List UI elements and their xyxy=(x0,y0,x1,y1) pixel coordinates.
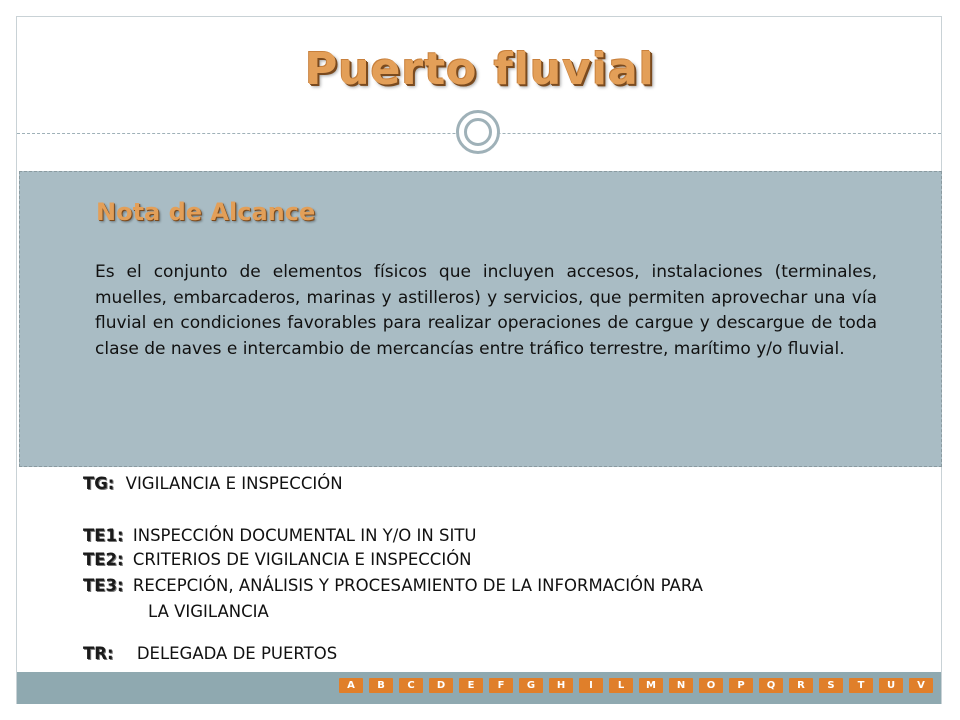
circle-ornament-icon xyxy=(456,110,500,154)
term-te3-value: RECEPCIÓN, ANÁLISIS Y PROCESAMIENTO DE LA INFORMACIÓN PARA xyxy=(132,576,703,595)
alpha-link-e[interactable]: E xyxy=(459,678,483,693)
alpha-link-f[interactable]: F xyxy=(489,678,513,693)
slide-title: Puerto fluvial xyxy=(305,44,655,95)
alphabet-nav xyxy=(339,678,933,693)
term-tg-label: TG: xyxy=(83,474,115,493)
alpha-link-i[interactable]: I xyxy=(579,678,603,693)
alpha-link-o[interactable]: O xyxy=(699,678,723,693)
alpha-link-b[interactable]: B xyxy=(369,678,393,693)
term-tg xyxy=(83,474,343,493)
term-te3 xyxy=(83,576,703,595)
alpha-link-r[interactable]: R xyxy=(789,678,813,693)
term-te1-value: INSPECCIÓN DOCUMENTAL IN Y/O IN SITU xyxy=(132,526,477,545)
alpha-link-t[interactable]: T xyxy=(849,678,873,693)
term-tg-value: VIGILANCIA E INSPECCIÓN xyxy=(125,474,343,493)
alpha-link-c[interactable]: C xyxy=(399,678,423,693)
alpha-link-m[interactable]: M xyxy=(639,678,663,693)
term-tr-label: TR: xyxy=(83,644,114,663)
term-tr-value: DELEGADA DE PUERTOS xyxy=(136,644,338,663)
scope-note-title: Nota de Alcance xyxy=(96,198,316,226)
term-te2-value: CRITERIOS DE VIGILANCIA E INSPECCIÓN xyxy=(132,550,472,569)
term-te1 xyxy=(83,526,477,545)
term-te2 xyxy=(83,550,472,569)
term-te1-label: TE1: xyxy=(83,526,124,545)
alpha-link-s[interactable]: S xyxy=(819,678,843,693)
alpha-link-a[interactable]: A xyxy=(339,678,363,693)
alpha-link-v[interactable]: V xyxy=(909,678,933,693)
alpha-link-g[interactable]: G xyxy=(519,678,543,693)
alpha-link-d[interactable]: D xyxy=(429,678,453,693)
circle-ornament-inner xyxy=(464,118,492,146)
alpha-link-h[interactable]: H xyxy=(549,678,573,693)
alpha-link-n[interactable]: N xyxy=(669,678,693,693)
term-te3-label: TE3: xyxy=(83,576,124,595)
alpha-link-p[interactable]: P xyxy=(729,678,753,693)
alpha-link-l[interactable]: L xyxy=(609,678,633,693)
alpha-link-u[interactable]: U xyxy=(879,678,903,693)
term-te2-label: TE2: xyxy=(83,550,124,569)
term-tr xyxy=(83,644,337,663)
term-te3-continuation: LA VIGILANCIA xyxy=(148,602,269,621)
scope-note-text: Es el conjunto de elementos físicos que incluyen accesos, instalaciones (terminales, muelles, embarcaderos, marinas y astilleros) y servicios, que permiten aprovechar una vía fluvial en condiciones favorables para realizar operaciones de cargue y descargue de toda clase de naves e intercambio de mercancías entre tráfico terrestre, marítimo y/o fluvial. xyxy=(95,262,877,359)
alpha-link-q[interactable]: Q xyxy=(759,678,783,693)
